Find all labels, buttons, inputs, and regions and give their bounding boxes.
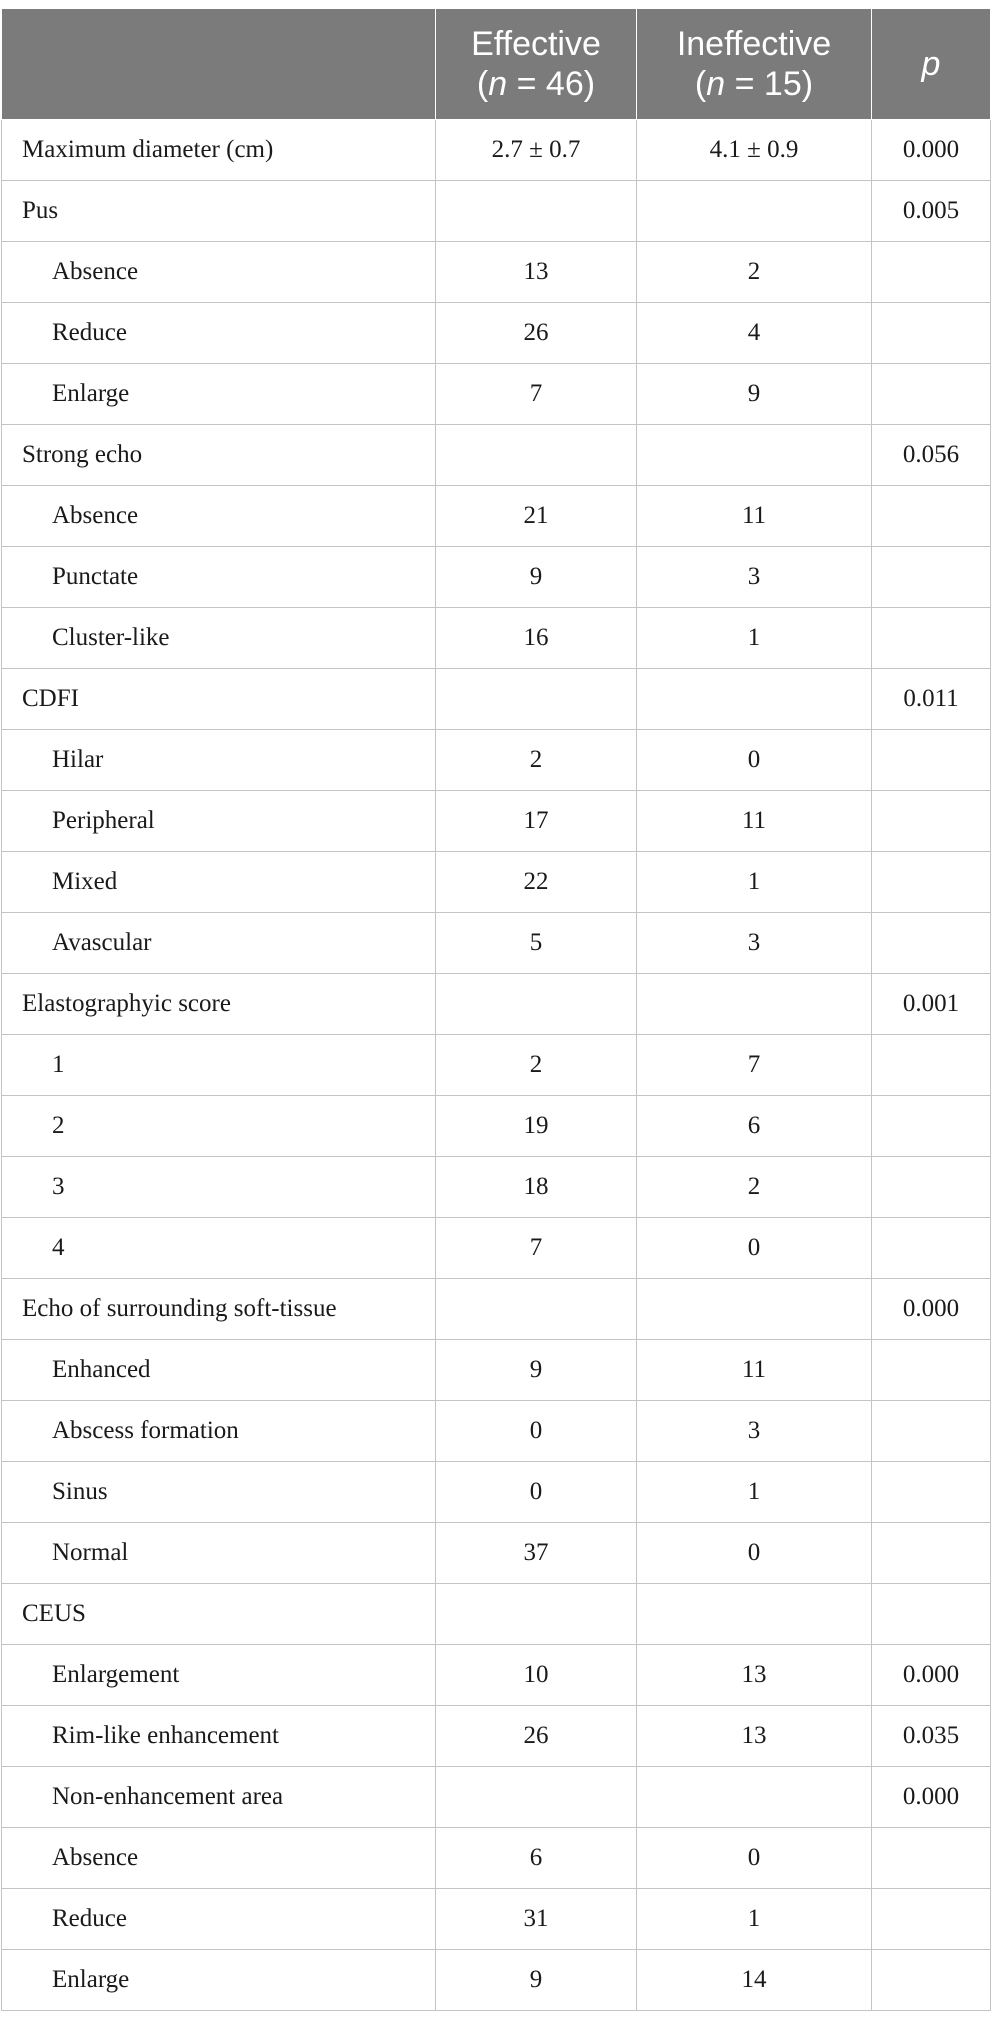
effective-value: 31 bbox=[436, 1889, 637, 1950]
table-row bbox=[2, 547, 991, 608]
ineffective-value: 6 bbox=[637, 1096, 872, 1157]
p-value bbox=[872, 852, 991, 913]
header-ineffective-n: 15 bbox=[763, 65, 802, 103]
table-row bbox=[2, 852, 991, 913]
p-value: 0.000 bbox=[872, 1645, 991, 1706]
table-row bbox=[2, 486, 991, 547]
effective-value bbox=[436, 669, 637, 730]
ineffective-value: 13 bbox=[637, 1645, 872, 1706]
effective-value: 18 bbox=[436, 1157, 637, 1218]
effective-value: 2 bbox=[436, 1035, 637, 1096]
p-value: 0.000 bbox=[872, 120, 991, 181]
row-label: Reduce bbox=[2, 303, 436, 364]
table-row bbox=[2, 791, 991, 852]
row-label: Sinus bbox=[2, 1462, 436, 1523]
ineffective-value: 9 bbox=[637, 364, 872, 425]
effective-value bbox=[436, 1279, 637, 1340]
table-row bbox=[2, 1584, 991, 1645]
ineffective-value: 0 bbox=[637, 730, 872, 791]
p-value: 0.001 bbox=[872, 974, 991, 1035]
row-label: Reduce bbox=[2, 1889, 436, 1950]
table-row bbox=[2, 913, 991, 974]
ineffective-value: 0 bbox=[637, 1218, 872, 1279]
effective-value: 7 bbox=[436, 364, 637, 425]
effective-value bbox=[436, 1767, 637, 1828]
effective-value: 9 bbox=[436, 547, 637, 608]
row-label: Enlargement bbox=[2, 1645, 436, 1706]
ineffective-value: 11 bbox=[637, 1340, 872, 1401]
ineffective-value: 0 bbox=[637, 1523, 872, 1584]
table-header bbox=[2, 9, 991, 120]
effective-value bbox=[436, 425, 637, 486]
ineffective-value bbox=[637, 974, 872, 1035]
table-row bbox=[2, 1706, 991, 1767]
row-label: Echo of surrounding soft-tissue bbox=[2, 1279, 436, 1340]
table-body bbox=[2, 120, 991, 2011]
row-label: Absence bbox=[2, 242, 436, 303]
p-value: 0.011 bbox=[872, 669, 991, 730]
ineffective-value: 1 bbox=[637, 1889, 872, 1950]
p-value bbox=[872, 1401, 991, 1462]
effective-value: 2 bbox=[436, 730, 637, 791]
ineffective-value bbox=[637, 1767, 872, 1828]
effective-value: 17 bbox=[436, 791, 637, 852]
p-value bbox=[872, 547, 991, 608]
p-value bbox=[872, 1340, 991, 1401]
effective-value: 37 bbox=[436, 1523, 637, 1584]
row-label: Maximum diameter (cm) bbox=[2, 120, 436, 181]
ineffective-value: 1 bbox=[637, 608, 872, 669]
row-label: Peripheral bbox=[2, 791, 436, 852]
row-label: Enhanced bbox=[2, 1340, 436, 1401]
table-row bbox=[2, 974, 991, 1035]
ineffective-value: 14 bbox=[637, 1950, 872, 2011]
effective-value: 0 bbox=[436, 1401, 637, 1462]
ineffective-value bbox=[637, 1584, 872, 1645]
p-value bbox=[872, 303, 991, 364]
p-value bbox=[872, 730, 991, 791]
p-value: 0.005 bbox=[872, 181, 991, 242]
header-label-cell bbox=[2, 9, 436, 120]
header-effective-title: Effective bbox=[471, 25, 601, 63]
ineffective-value: 0 bbox=[637, 1828, 872, 1889]
p-value bbox=[872, 913, 991, 974]
row-label: Cluster-like bbox=[2, 608, 436, 669]
p-value: 0.000 bbox=[872, 1767, 991, 1828]
effective-value: 21 bbox=[436, 486, 637, 547]
row-label: Abscess formation bbox=[2, 1401, 436, 1462]
p-value bbox=[872, 1523, 991, 1584]
row-label: Elastographyic score bbox=[2, 974, 436, 1035]
table-row bbox=[2, 608, 991, 669]
ineffective-value bbox=[637, 669, 872, 730]
row-label: CDFI bbox=[2, 669, 436, 730]
row-label: Pus bbox=[2, 181, 436, 242]
ineffective-value: 11 bbox=[637, 791, 872, 852]
row-label: Avascular bbox=[2, 913, 436, 974]
row-label: 1 bbox=[2, 1035, 436, 1096]
row-label: 2 bbox=[2, 1096, 436, 1157]
table-row bbox=[2, 242, 991, 303]
table-row bbox=[2, 1950, 991, 2011]
row-label: Punctate bbox=[2, 547, 436, 608]
ineffective-value: 3 bbox=[637, 913, 872, 974]
ineffective-value: 2 bbox=[637, 1157, 872, 1218]
header-effective: Effective (n = 46) bbox=[436, 9, 637, 120]
row-label: Absence bbox=[2, 1828, 436, 1889]
p-value bbox=[872, 1035, 991, 1096]
effective-value: 19 bbox=[436, 1096, 637, 1157]
p-value: 0.035 bbox=[872, 1706, 991, 1767]
row-label: 4 bbox=[2, 1218, 436, 1279]
ineffective-value: 2 bbox=[637, 242, 872, 303]
row-label: 3 bbox=[2, 1157, 436, 1218]
effective-value: 26 bbox=[436, 303, 637, 364]
row-label: Rim-like enhancement bbox=[2, 1706, 436, 1767]
p-value bbox=[872, 364, 991, 425]
p-value bbox=[872, 608, 991, 669]
ineffective-value: 7 bbox=[637, 1035, 872, 1096]
table-row bbox=[2, 1157, 991, 1218]
table-row bbox=[2, 1889, 991, 1950]
p-value bbox=[872, 1889, 991, 1950]
header-p-value: p bbox=[872, 9, 991, 120]
ineffective-value: 11 bbox=[637, 486, 872, 547]
effective-value: 2.7 ± 0.7 bbox=[436, 120, 637, 181]
row-label: Hilar bbox=[2, 730, 436, 791]
table-row bbox=[2, 1035, 991, 1096]
table-row bbox=[2, 1645, 991, 1706]
table-row bbox=[2, 1096, 991, 1157]
table-row bbox=[2, 364, 991, 425]
ineffective-value: 13 bbox=[637, 1706, 872, 1767]
results-table bbox=[1, 8, 991, 2011]
table-row bbox=[2, 730, 991, 791]
row-label: Mixed bbox=[2, 852, 436, 913]
p-value bbox=[872, 242, 991, 303]
header-ineffective: Ineffective (n = 15) bbox=[637, 9, 872, 120]
effective-value: 10 bbox=[436, 1645, 637, 1706]
row-label: Non-enhancement area bbox=[2, 1767, 436, 1828]
table-row bbox=[2, 303, 991, 364]
effective-value: 9 bbox=[436, 1950, 637, 2011]
p-value bbox=[872, 1584, 991, 1645]
effective-value bbox=[436, 1584, 637, 1645]
p-value bbox=[872, 486, 991, 547]
table-row bbox=[2, 1828, 991, 1889]
ineffective-value: 1 bbox=[637, 852, 872, 913]
ineffective-value: 3 bbox=[637, 1401, 872, 1462]
ineffective-value bbox=[637, 425, 872, 486]
p-value bbox=[872, 1157, 991, 1218]
row-label: Absence bbox=[2, 486, 436, 547]
p-value bbox=[872, 1950, 991, 2011]
effective-value bbox=[436, 181, 637, 242]
p-value: 0.000 bbox=[872, 1279, 991, 1340]
effective-value: 16 bbox=[436, 608, 637, 669]
effective-value: 9 bbox=[436, 1340, 637, 1401]
p-value bbox=[872, 1218, 991, 1279]
effective-value: 5 bbox=[436, 913, 637, 974]
ineffective-value: 1 bbox=[637, 1462, 872, 1523]
ineffective-value: 3 bbox=[637, 547, 872, 608]
table-row bbox=[2, 1279, 991, 1340]
p-value: 0.056 bbox=[872, 425, 991, 486]
ineffective-value bbox=[637, 1279, 872, 1340]
table-row bbox=[2, 1401, 991, 1462]
header-row bbox=[2, 9, 991, 120]
header-effective-n: 46 bbox=[545, 65, 584, 103]
header-ineffective-title: Ineffective bbox=[676, 25, 832, 63]
p-value bbox=[872, 1462, 991, 1523]
table-row bbox=[2, 1462, 991, 1523]
table-row bbox=[2, 1523, 991, 1584]
row-label: Enlarge bbox=[2, 1950, 436, 2011]
effective-value: 26 bbox=[436, 1706, 637, 1767]
row-label: Normal bbox=[2, 1523, 436, 1584]
table-row bbox=[2, 120, 991, 181]
p-value bbox=[872, 791, 991, 852]
p-value bbox=[872, 1828, 991, 1889]
row-label: Enlarge bbox=[2, 364, 436, 425]
effective-value: 22 bbox=[436, 852, 637, 913]
row-label: Strong echo bbox=[2, 425, 436, 486]
effective-value bbox=[436, 974, 637, 1035]
effective-value: 0 bbox=[436, 1462, 637, 1523]
effective-value: 7 bbox=[436, 1218, 637, 1279]
p-value bbox=[872, 1096, 991, 1157]
table-row bbox=[2, 1767, 991, 1828]
row-label: CEUS bbox=[2, 1584, 436, 1645]
table-row bbox=[2, 181, 991, 242]
ineffective-value bbox=[637, 181, 872, 242]
effective-value: 13 bbox=[436, 242, 637, 303]
table-row bbox=[2, 1218, 991, 1279]
ineffective-value: 4 bbox=[637, 303, 872, 364]
effective-value: 6 bbox=[436, 1828, 637, 1889]
ineffective-value: 4.1 ± 0.9 bbox=[637, 120, 872, 181]
table-row bbox=[2, 425, 991, 486]
table-row bbox=[2, 1340, 991, 1401]
table-row bbox=[2, 669, 991, 730]
